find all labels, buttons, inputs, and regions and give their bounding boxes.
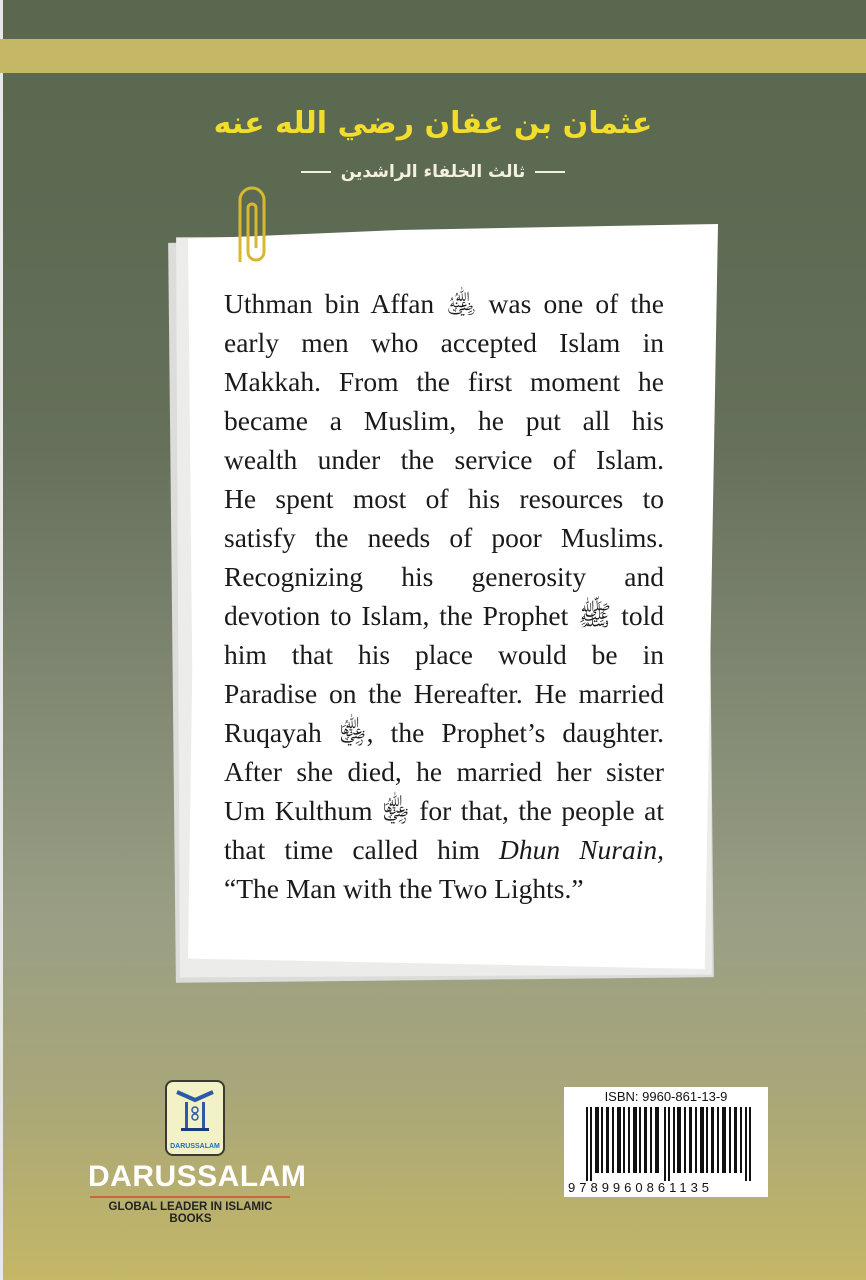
- book-stand-icon: [167, 1082, 223, 1138]
- isbn-label: ISBN: 9960-861-13-9: [604, 1089, 728, 1104]
- synopsis-line: early men who accepted Islam in: [224, 327, 664, 358]
- italic-name: Dhun Nurain,: [498, 834, 665, 865]
- publisher-name: DARUSSALAM: [88, 1160, 307, 1193]
- synopsis-line: After she died, he married her sister: [224, 756, 664, 787]
- dash-divider: [301, 171, 331, 173]
- synopsis-line: Paradise on the Hereafter. He married: [224, 678, 664, 709]
- barcode-icon: [586, 1107, 751, 1181]
- dash-divider: [535, 171, 565, 173]
- logo-caption: DARUSSALAM: [170, 1143, 220, 1150]
- brand-divider: [90, 1196, 290, 1198]
- synopsis-line: wealth under the service of Islam.: [224, 444, 664, 475]
- scan-edge: [0, 0, 3, 1280]
- arabic-title: عثمان بن عفان رضي الله عنه: [213, 106, 653, 141]
- synopsis-line: satisfy the needs of poor Muslims.: [224, 522, 664, 553]
- synopsis-line: Um Kulthum ﵂ for that, the people at: [224, 795, 664, 826]
- synopsis-line-with-italic: that time called him Dhun Nurain,: [224, 834, 665, 865]
- synopsis-line: him that his place would be in: [224, 639, 664, 670]
- synopsis-line: Ruqayah ﵂, the Prophet’s daughter.: [224, 717, 664, 748]
- arabic-subtitle: ثالث الخلفاء الراشدين: [340, 162, 526, 182]
- synopsis-line: became a Muslim, he put all his: [224, 405, 664, 436]
- synopsis-line: Makkah. From the first moment he: [224, 366, 664, 397]
- arabic-subtitle-row: [0, 162, 866, 182]
- publisher-logo: [165, 1080, 225, 1156]
- gold-band: [0, 39, 866, 73]
- synopsis-line: devotion to Islam, the Prophet ﷺ told: [224, 600, 664, 631]
- synopsis-line: Uthman bin Affan ﵁ was one of the: [224, 288, 664, 319]
- isbn-barcode-block: [564, 1087, 768, 1197]
- synopsis-line: “The Man with the Two Lights.”: [224, 873, 584, 904]
- synopsis-line: Recognizing his generosity and: [224, 561, 664, 592]
- publisher-tagline: GLOBAL LEADER IN ISLAMIC BOOKS: [108, 1201, 273, 1225]
- paperclip-icon: [232, 182, 272, 272]
- barcode-number: 9789960861135: [568, 1180, 714, 1195]
- synopsis-line: He spent most of his resources to: [224, 483, 664, 514]
- synopsis-text: [224, 284, 664, 908]
